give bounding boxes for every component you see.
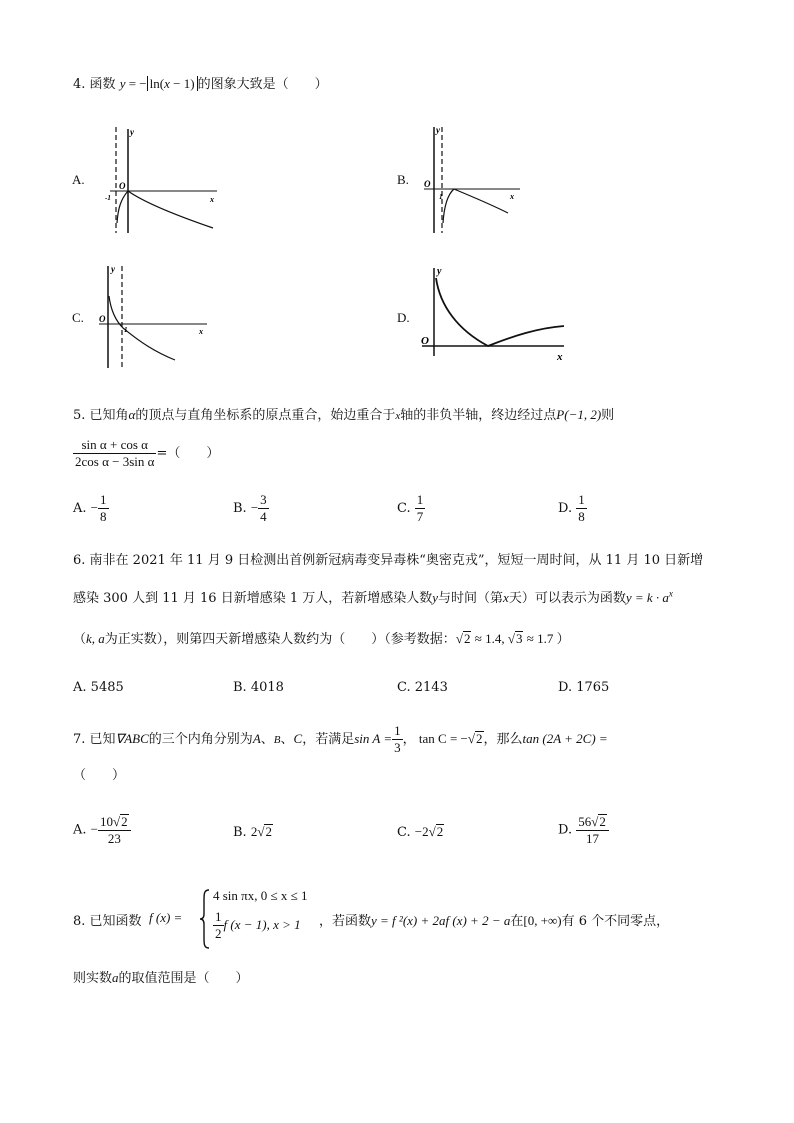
- q8-condition: ，若函数y = f ²(x) + 2af (x) + 2 − a在[0, +∞)有 6 个不同零点，: [319, 913, 670, 929]
- q5-fraction: $\frac{\text{sin α + cos α}}{\text{2cos α − 3sin α}}$: [75, 437, 155, 469]
- axis-y-label: y: [436, 125, 440, 135]
- origin-label: O: [424, 179, 431, 189]
- axis-x-label: x: [210, 195, 214, 204]
- piecewise-brace: [199, 888, 211, 950]
- q5-options: [73, 493, 633, 531]
- q4-graph-b: [418, 123, 528, 235]
- axis-x-label: x: [199, 327, 203, 336]
- q6-option-d[interactable]: D. 1765: [558, 680, 610, 695]
- q4-option-d-label: D.: [397, 310, 410, 325]
- q7-option-a[interactable]: A. − $\frac{10√2}{23}$: [73, 814, 131, 846]
- q5-option-d[interactable]: D. $\frac{1}{8}$: [558, 492, 585, 524]
- q6-option-c[interactable]: C. 2143: [397, 680, 448, 695]
- q4-option-b-label: B.: [397, 172, 409, 187]
- q5-expression: $\frac{\text{sin α + cos α}}{\text{2cos α − 3sin α}}$ =（ ）: [75, 437, 220, 469]
- q7-option-d[interactable]: D. $\frac{56√2}{17}$: [558, 814, 609, 846]
- axis-x-label: x: [510, 192, 514, 201]
- q7-option-c[interactable]: C. −2√2: [397, 824, 444, 840]
- piecewise-case-1: 4 sin πx, 0 ≤ x ≤ 1: [213, 888, 308, 903]
- q6-line3: （k, a为正实数），则第四天新增感染人数约为（ ）（参考数据：√2 ≈ 1.4, √3 ≈ 1.7 ）: [73, 631, 570, 647]
- axis-y-label: y: [130, 127, 134, 137]
- q7-options: [73, 814, 643, 858]
- tick-label: -1: [105, 194, 111, 202]
- q7-paren: （ ）: [73, 768, 126, 783]
- q6-line1: 6. 南非在 2021 年 11 月 9 日检测出首例新冠病毒变异毒株“奥密克戎”，短短一周时间，从 11 月 10 日新增: [73, 553, 704, 568]
- q7-stem: 7. 已知∇ABC的三个内角分别为A、B、C，若满足sin A = $\frac{1}{3}$ ， tan C = −√2，那么tan (2A + 2C) =: [73, 723, 608, 755]
- q4-stem: 4. 函数 y = − ln(x − 1) 的图象大致是（ ）: [73, 76, 328, 92]
- tick-label: 1: [124, 326, 128, 334]
- origin-label: O: [99, 314, 106, 324]
- q5-stem: 5. 已知角α的顶点与直角坐标系的原点重合，始边重合于x轴的非负半轴，终边经过点P(−1, 2)则: [73, 407, 615, 423]
- q6-option-b[interactable]: B. 4018: [233, 680, 284, 695]
- q6-option-a[interactable]: A. 5485: [73, 680, 124, 695]
- q4-graph-d: [418, 262, 568, 364]
- q8-line2: 则实数a的取值范围是（ ）: [73, 970, 249, 986]
- axis-y-label: y: [111, 264, 115, 274]
- origin-label: O: [119, 181, 126, 191]
- axis-x-label: x: [557, 351, 563, 363]
- q5-option-a[interactable]: A. − $\frac{1}{8}$: [73, 492, 107, 524]
- q5-option-b[interactable]: B. − $\frac{3}{4}$: [233, 492, 267, 524]
- tick-label: 1: [439, 193, 443, 201]
- piecewise-case-2: $\frac{1}{2}$ f (x − 1), x > 1: [215, 909, 301, 941]
- q4-graph-a: [95, 123, 225, 235]
- abs-bars: ln(x − 1): [147, 76, 198, 91]
- origin-label: O: [421, 335, 429, 347]
- q4-option-a-label: A.: [72, 172, 85, 187]
- q5-option-c[interactable]: C. $\frac{1}{7}$: [397, 492, 424, 524]
- q4-option-c-label: C.: [72, 310, 84, 325]
- q4-graph-c: [95, 262, 215, 370]
- q6-options: [73, 680, 633, 700]
- axis-y-label: y: [437, 266, 442, 277]
- q6-line2: 感染 300 人到 11 月 16 日新增感染 1 万人，若新增感染人数y与时间（第x天）可以表示为函数$y = k \cdot a^x$: [73, 588, 673, 606]
- q7-option-b[interactable]: B. 2√2: [233, 824, 272, 840]
